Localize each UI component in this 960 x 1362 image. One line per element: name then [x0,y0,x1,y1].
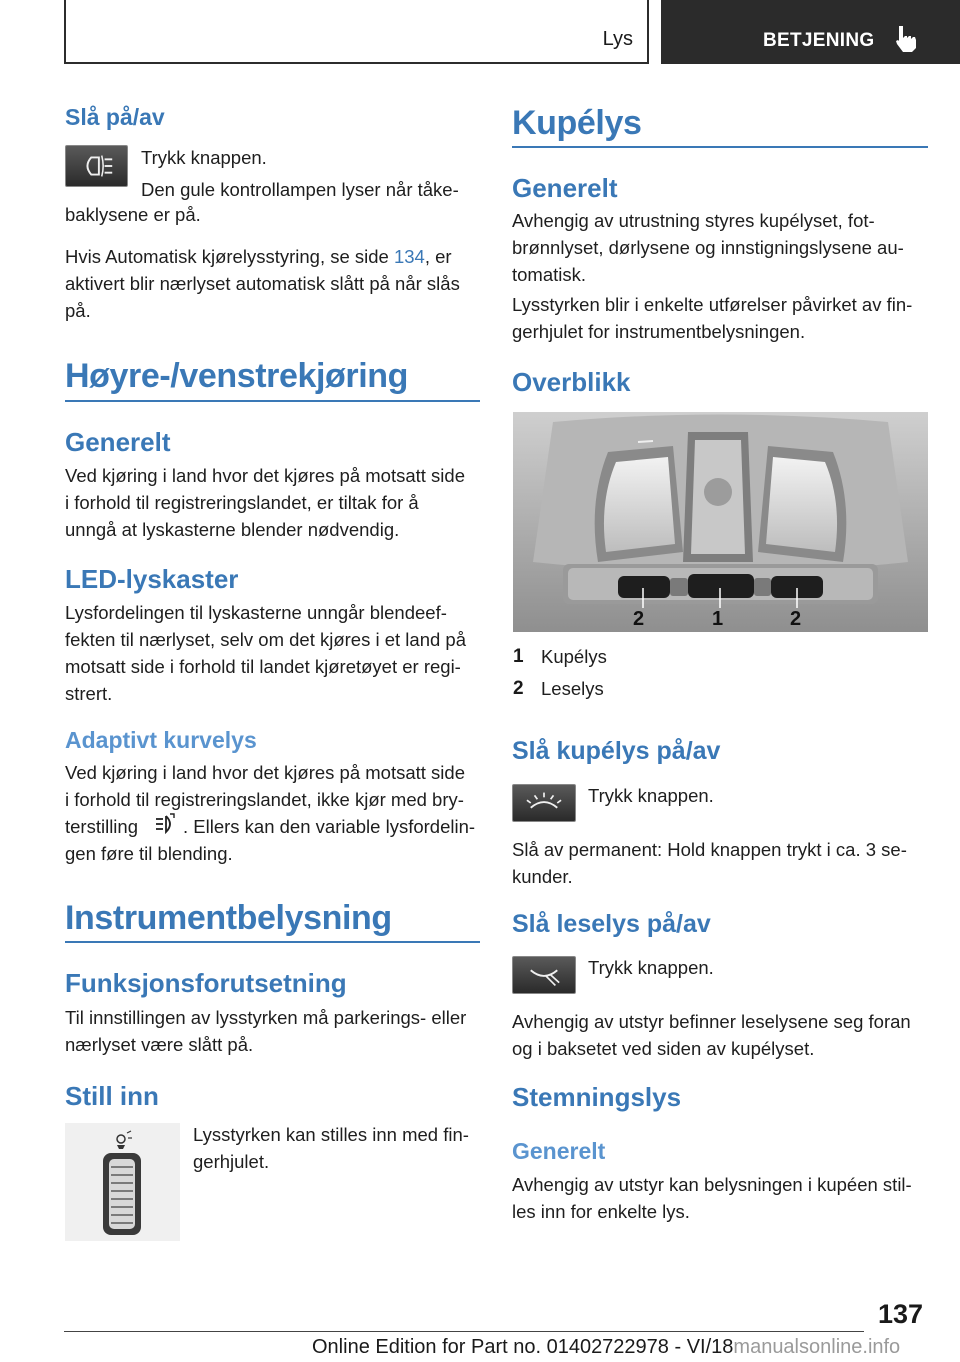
interior-general-line-5: gerhjulet for instrumentbelysningen. [512,321,806,342]
drive-side-heading: Høyre-/venstrekjøring [65,357,409,395]
rear-fog-light-icon [66,146,127,186]
adaptive-line-3b: . Ellers kan den variable lysfordelin- [183,816,476,837]
function-line-2: nærlyset være slått på. [65,1034,254,1055]
overhead-console-photo [513,412,928,632]
fog-text-3d: på. [65,300,91,321]
fog-text-3b: , er [424,246,452,267]
function-requirement-text [65,1004,466,1058]
pointing-hand-icon [893,24,921,54]
led-line-3: motsatt side i forhold til landet kjøretøyet er regi- [65,656,461,677]
header-section-title: Lys [602,28,633,50]
interior-onoff-text-1: Trykk knappen. [588,785,714,806]
reading-onoff-text-2 [512,1008,911,1062]
interior-general-heading: Generelt [512,173,618,203]
ambient-general-text [512,1171,912,1225]
adaptive-line-4: gen føre til blending. [65,843,233,864]
interior-general-line-3: tomatisk. [512,264,587,285]
led-text [65,599,466,707]
drive-side-rule [65,400,480,402]
led-line-2: fekten til nærlyset, selv om det kjøres i et land på [65,629,467,650]
reading-onoff-heading: Slå leselys på/av [512,910,711,938]
photo-label-reading-right: 2 [790,608,802,630]
photo-label-reading-left: 2 [633,608,645,630]
fog-text-2a: Den gule kontrollampen lyser når tåke- [141,179,459,200]
fog-text-3c: aktivert blir nærlyset automatisk slått på når slås [65,273,460,294]
interior-light-icon [513,785,575,821]
fog-text-3a: Hvis Automatisk kjørelysstyring, se side [65,246,394,267]
fog-text-1: Trykk knappen. [141,147,267,168]
interior-onoff-line-2: kunder. [512,866,573,887]
rear-fog-button-image [65,145,128,187]
footer-edition-text: Online Edition for Part no. 01402722978 - VI/18 [312,1336,734,1358]
reading-onoff-text-1: Trykk knappen. [588,957,714,978]
interior-light-heading: Kupélys [512,104,642,142]
ambient-light-heading: Stemningslys [512,1082,682,1112]
page-link-134[interactable]: 134 [393,246,425,267]
page-number: 137 [878,1299,924,1329]
interior-onoff-line-1: Slå av permanent: Hold knappen trykt i ca. 3 se- [512,839,907,860]
overview-heading: Overblikk [512,367,631,397]
interior-general-line-1: Avhengig av utrustning styres kupélyset, fot- [512,210,875,231]
adaptive-headlight-icon [152,812,178,836]
ambient-line-2: les inn for enkelte lys. [512,1201,690,1222]
ambient-line-1: Avhengig av utstyr kan belysningen i kupéen stil- [512,1174,912,1195]
interior-onoff-heading: Slå kupélys på/av [512,737,721,765]
drive-general-line-2: i forhold til registreringslandet, er tiltak for å [65,492,419,513]
drive-general-line-1: Ved kjøring i land hvor det kjøres på motsatt side [65,465,465,486]
interior-general-text-2 [512,291,912,345]
header-chapter-title: BETJENING [763,30,875,51]
footer-watermark: manualsonline.info [733,1336,901,1358]
fog-text-2b: baklysene er på. [65,204,201,225]
legend-label-2: Leselys [541,678,604,699]
legend-number-1: 1 [513,646,524,667]
adjust-line-1: Lysstyrken kan stilles inn med fin- [193,1124,469,1145]
adjust-line-2: gerhjulet. [193,1151,270,1172]
fog-heading: Slå på/av [65,104,165,130]
adaptive-heading: Adaptivt kurvelys [65,727,257,753]
adjust-heading: Still inn [65,1081,159,1111]
legend-number-2: 2 [513,678,524,699]
instrument-lighting-rule [65,941,480,943]
legend-label-1: Kupélys [541,646,607,667]
function-requirement-heading: Funksjonsforutsetning [65,968,347,998]
thumbwheel-image [65,1123,180,1241]
reading-light-button-image [512,956,576,994]
fog-text-3 [65,243,485,324]
function-line-1: Til innstillingen av lysstyrken må parkerings- eller [65,1007,467,1028]
instrument-lighting-heading: Instrumentbelysning [65,899,392,937]
adaptive-line-2: i forhold til registreringslandet, ikke kjør med bry- [65,789,464,810]
adjust-text [193,1121,469,1175]
reading-light-icon [513,957,575,993]
adaptive-line-1: Ved kjøring i land hvor det kjøres på motsatt side [65,762,465,783]
adaptive-line-3a: terstilling [65,816,138,837]
drive-general-heading: Generelt [65,427,171,457]
ambient-general-heading: Generelt [512,1138,606,1164]
interior-general-line-2: brønnlyset, dørlysene og innstigningslysene au- [512,237,904,258]
thumbwheel-icon [65,1123,180,1241]
reading-onoff-line-1: Avhengig av utstyr befinner leselysene seg foran [512,1011,911,1032]
led-line-4: strert. [65,683,113,704]
footer-edition [312,1336,900,1359]
photo-label-interior: 1 [712,608,724,630]
header-section-box [64,0,649,64]
drive-general-text [65,462,465,543]
interior-general-line-4: Lysstyrken blir i enkelte utførelser påvirket av fin- [512,294,913,315]
reading-onoff-line-2: og i baksetet ved siden av kupélyset. [512,1038,815,1059]
header-chapter-box [661,0,960,64]
interior-general-text-1 [512,207,904,288]
interior-light-rule [512,146,928,148]
drive-general-line-3: unngå at lyskasterne blender nødvendig. [65,519,400,540]
interior-light-button-image [512,784,576,822]
led-line-1: Lysfordelingen til lyskasterne unngår blendeef- [65,602,447,623]
footer-rule [64,1331,864,1332]
led-heading: LED-lyskaster [65,564,239,594]
interior-onoff-text-2 [512,836,907,890]
